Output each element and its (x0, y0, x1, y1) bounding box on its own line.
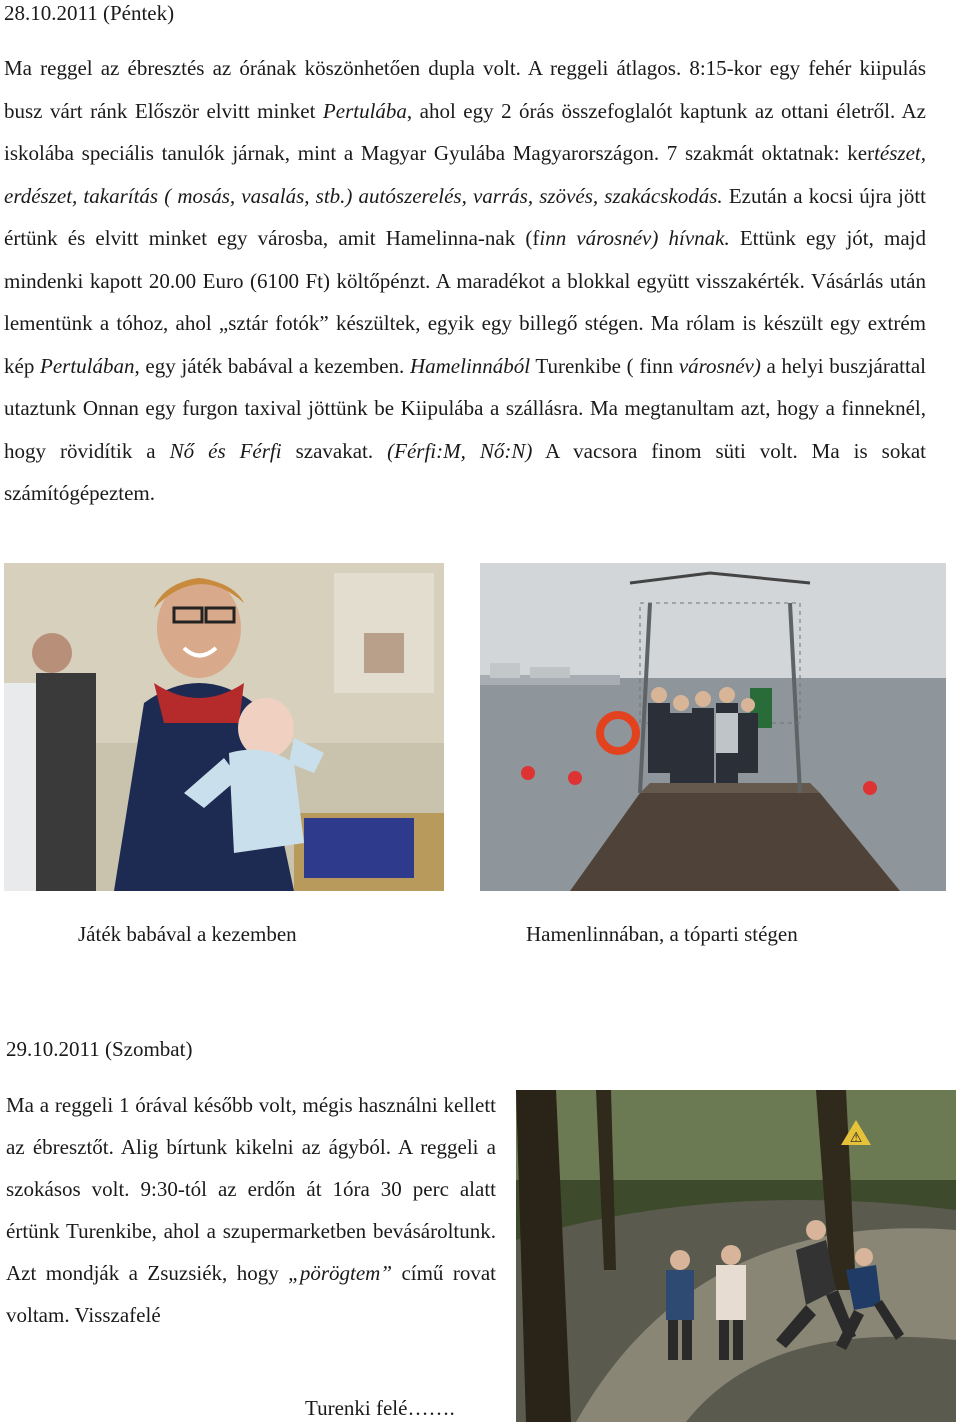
warning-sign-icon: ⚠ (849, 1130, 863, 1146)
caption-turenki: Turenki felé……. (305, 1396, 455, 1420)
date-heading-1: 28.10.2011 (Péntek) (4, 1, 175, 25)
caption-right: Hamenlinnában, a tóparti stégen (526, 922, 798, 946)
caption-left: Játék babával a kezemben (78, 922, 297, 946)
photo-forest-path (516, 1090, 956, 1422)
diary-paragraph-2: Ma a reggeli 1 órával később volt, mégis használni kellett az ébresztőt. Alig bírtunk kikelni az ágyból. A reggeli a szokásos volt. 9:30-tól az erdőn át 1óra 30 perc alatt értünk Turenkibe, ahol a szupermarketben bevásároltunk. Azt mondják a Zsuzsiék, hogy „pörögtem” című rovat voltam. Visszafelé (6, 1093, 497, 1327)
date-heading-2: 29.10.2011 (Szombat) (6, 1037, 193, 1061)
diary-paragraph-1: Ma reggel az ébresztés az órának köszönhetően dupla volt. A reggeli átlagos. 8:15-kor egy fehér kiipulás busz várt ránk Először elvitt minket Pertulába, ahol egy 2 órás összefoglalót kaptunk az ottani életről. Az iskolába speciális tanulók járnak, mint a Magyar Gyulába Magyarországon. 7 szakmát oktatnak: kertészet, erdészet, takarítás ( mosás, vasalás, stb.) autószerelés, varrás, szövés, szakácskodás. Ezután a kocsi újra jött értünk és elvitt minket egy városba, amit Hamelinna-nak (finn városnév) hívnak. Ettünk egy jót, majd mindenki kapott 20.00 Euro (6100 Ft) költőpénzt. A maradékot a blokkal együtt visszakérték. Vásárlás után lementünk a tóhoz, ahol „sztár fotók” készültek, egyik egy billegő stégen. Ma rólam is készült egy extrém kép Pertulában, egy játék babával a kezemben. Hamelinnából Turenkibe ( finn városnév) a helyi buszjárattal utaztunk Onnan egy furgon taxival jöttünk be Kiipulába a szállásra. Ma megtanultam azt, hogy a finneknél, hogy rövidítik a Nő és Férfi szavakat. (Férfi:M, Nő:N) A vacsora finom süti volt. Ma is sokat számítógépeztem. (4, 56, 927, 505)
photo-lakeside-pier (480, 563, 946, 891)
photo-boy-with-doll (4, 563, 444, 891)
